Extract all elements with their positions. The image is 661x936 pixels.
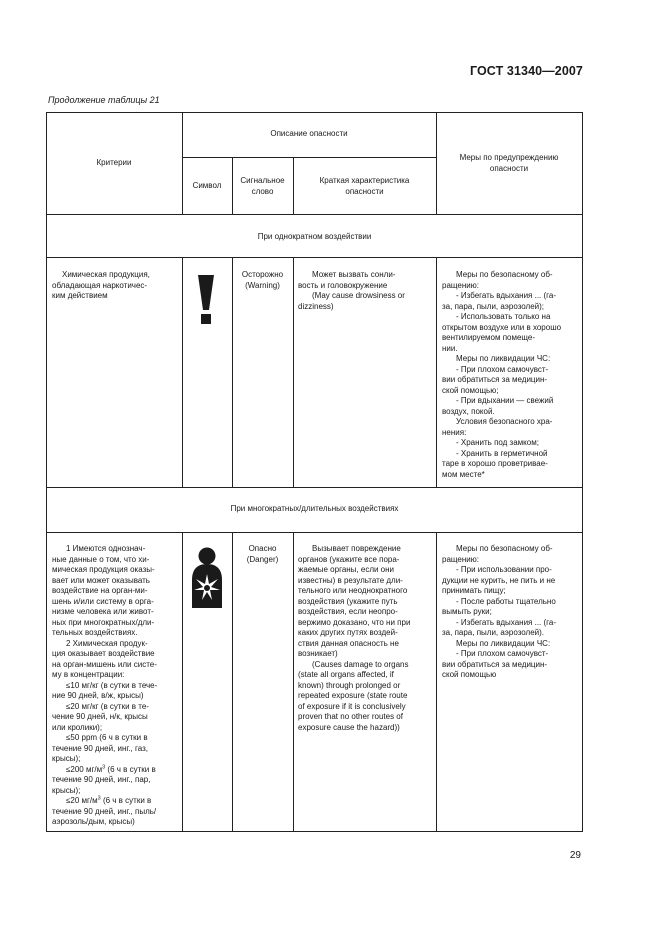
row1-criteria: Химическая продукция, обладающая наркотичес- ким действием [52, 270, 150, 300]
header-hazard-description: Описание опасности [270, 129, 348, 138]
row1-brief-description: Может вызвать сонли- вость и головокружение (May cause drowsiness or dizziness) [298, 270, 405, 311]
row2-brief-description: Вызывает повреждение органов (укажите все пора- жаемые органы, если они известны) в результате дли- тельного или неоднократного воздействия (укажите путь воздействия, если неопро- вержимо доказано, что ни при каких других путях воздей- ствия данная опасность не возникает) (Causes damage to organs (state all organs affected, if known) through prolonged or repeated exposure (state route of exposure if it is conclusively proven that no other routes of exposure cause the hazard)) [298, 544, 411, 732]
header-signal-word: Сигнальное слово [240, 176, 285, 196]
header-preventive-measures: Меры по предупреждению опасности [459, 153, 559, 173]
page-number: 29 [569, 850, 581, 861]
row2-criteria: 1 Имеются однознач- ные данные о том, что хи- мическая продукция оказы- вает или может оказывать воздействие на орган-ми- шень и/или систему в орга- низме человека или живот- ных при многократных/дли- тельных воздействиях. 2 Химическая продук- ция оказывает воздействие на орган-мишень или систе- му в концентрации: ≤10 мг/кг (в сутки в тече- ние 90 дней, в/ж, крысы) ≤20 мг/кг (в сутки в те- чение 90 дней, н/к, крысы или кролики); ≤50 ppm (6 ч в сутки в течение 90 дней, инг., газ, крысы); ≤200 $мг/м^3$ (6 ч в сутки в течение 90 дней, инг., пар, крысы); ≤20 $мг/м^3$ (6 ч в сутки в течение 90 дней, инг., пыль/ аэрозоль/дым, крысы) [52, 544, 158, 826]
header-symbol: Символ [192, 181, 222, 190]
section-repeated-exposure: При многократных/длительных воздействиях [230, 504, 399, 513]
row2-measures: Меры по безопасному об- ращению: - При использовании про- дукции не курить, не пить и не принимать пищу; - После работы тщательно вымыть руки; - Избегать вдыхания ... (га- за, пара, пыли, аэрозолей). Меры по ликвидации ЧС: - При плохом самочувст- вии обратиться за медицин- ской помощью [442, 544, 557, 679]
table-caption: Продолжение таблицы 21 [48, 95, 160, 105]
health-hazard-icon [189, 546, 225, 612]
section-single-exposure: При однократном воздействии [257, 232, 372, 241]
row1-measures: Меры по безопасному об- ращению: - Избегать вдыхания ... (га- за, пара, пыли, аэрозолей); - Использовать только на открытом воздухе или в хорошо вентилируемом помеще- нии. Меры по ликвидации ЧС: - При плохом самочувст- вии обратиться за медицин- ской помощью; - При вдыхании — свежий воздух, покой. Условия безопасного хра- нения: - Хранить под замком; - Хранить в герметичной таре в хорошо проветривае- мом месте* [442, 270, 562, 479]
header-criteria: Критерии [96, 158, 132, 167]
row1-signal-word: Осторожно (Warning) [241, 270, 284, 290]
exclamation-mark-icon [196, 274, 216, 326]
row2-signal-word: Опасно (Danger) [246, 544, 279, 564]
header-brief-description: Краткая характеристика опасности [319, 176, 410, 196]
standard-number: ГОСТ 31340—2007 [469, 64, 583, 78]
